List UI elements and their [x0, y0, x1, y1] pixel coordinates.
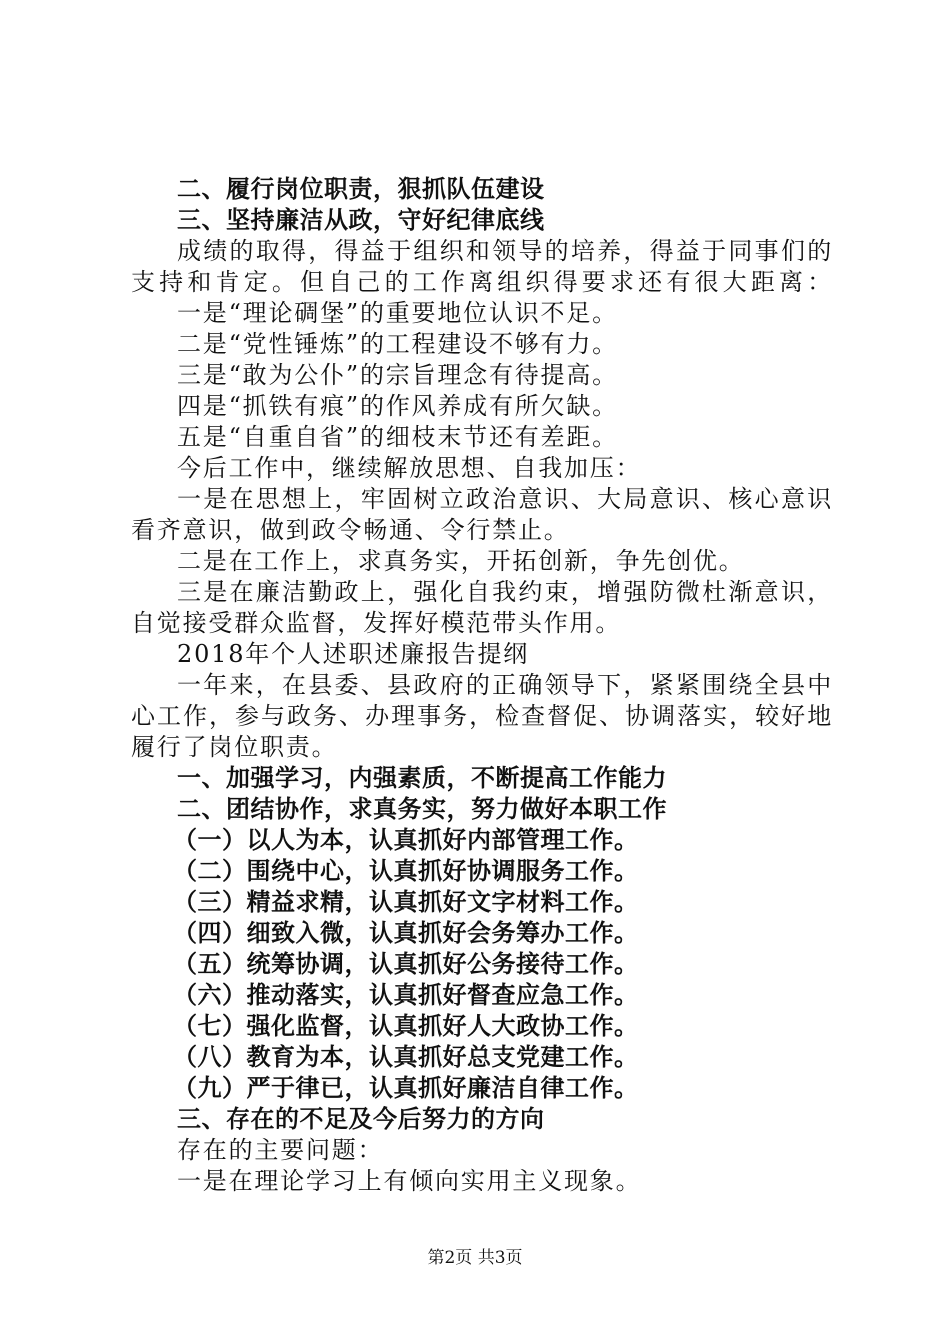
- paragraph-line: 看齐意识，做到政令畅通、令行禁止。: [131, 516, 570, 544]
- paragraph-line: 三是“敢为公仆”的宗旨理念有待提高。: [177, 361, 618, 389]
- paragraph-line: 今后工作中，继续解放思想、自我加压：: [177, 454, 642, 482]
- paragraph-line: 支持和肯定。但自己的工作离组织得要求还有很大距离：: [131, 268, 833, 296]
- paragraph-line: 一是在思想上，牢固树立政治意识、大局意识、核心意识: [177, 485, 833, 513]
- section-heading: （六）推动落实，认真抓好督查应急工作。: [173, 981, 639, 1009]
- paragraph-line: 存在的主要问题：: [177, 1136, 384, 1164]
- paragraph-line: 心工作，参与政务、办理事务，检查督促、协调落实，较好地: [131, 702, 833, 730]
- paragraph-line: 履行了岗位职责。: [131, 733, 338, 761]
- page-footer: 第2页 共3页: [427, 1248, 523, 1268]
- paragraph-line: 三是在廉洁勤政上，强化自我约束，增强防微杜渐意识，: [177, 578, 833, 606]
- section-heading: （八）教育为本，认真抓好总支党建工作。: [173, 1043, 639, 1071]
- paragraph-line: 一是“理论碉堡”的重要地位认识不足。: [177, 299, 618, 327]
- paragraph-line: 一是在理论学习上有倾向实用主义现象。: [177, 1167, 642, 1195]
- section-heading: （二）围绕中心，认真抓好协调服务工作。: [173, 857, 639, 885]
- paragraph-line: 一年来，在县委、县政府的正确领导下，紧紧围绕全县中: [177, 671, 833, 699]
- section-heading: （一）以人为本，认真抓好内部管理工作。: [173, 826, 639, 854]
- paragraph-line: 二是在工作上，求真务实，开拓创新，争先创优。: [177, 547, 745, 575]
- section-heading: （三）精益求精，认真抓好文字材料工作。: [173, 888, 639, 916]
- section-heading: （九）严于律已，认真抓好廉洁自律工作。: [173, 1074, 639, 1102]
- section-heading: 二、团结协作，求真务实，努力做好本职工作: [177, 795, 667, 823]
- paragraph-line: 2018年个人述职述廉报告提纲: [177, 640, 530, 668]
- document-body: [131, 174, 833, 1197]
- paragraph-line: 二是“党性锤炼”的工程建设不够有力。: [177, 330, 618, 358]
- section-heading: 二、履行岗位职责，狠抓队伍建设: [177, 175, 545, 203]
- paragraph-line: 四是“抓铁有痕”的作风养成有所欠缺。: [177, 392, 618, 420]
- section-heading: （四）细致入微，认真抓好会务筹办工作。: [173, 919, 639, 947]
- section-heading: （五）统筹协调，认真抓好公务接待工作。: [173, 950, 639, 978]
- section-heading: 三、存在的不足及今后努力的方向: [177, 1105, 545, 1133]
- paragraph-line: 五是“自重自省”的细枝末节还有差距。: [177, 423, 618, 451]
- paragraph-line: 自觉接受群众监督，发挥好模范带头作用。: [131, 609, 622, 637]
- section-heading: （七）强化监督，认真抓好人大政协工作。: [173, 1012, 639, 1040]
- paragraph-line: 成绩的取得，得益于组织和领导的培养，得益于同事们的: [177, 237, 833, 265]
- section-heading: 三、坚持廉洁从政，守好纪律底线: [177, 206, 545, 234]
- section-heading: 一、加强学习，内强素质，不断提高工作能力: [177, 764, 667, 792]
